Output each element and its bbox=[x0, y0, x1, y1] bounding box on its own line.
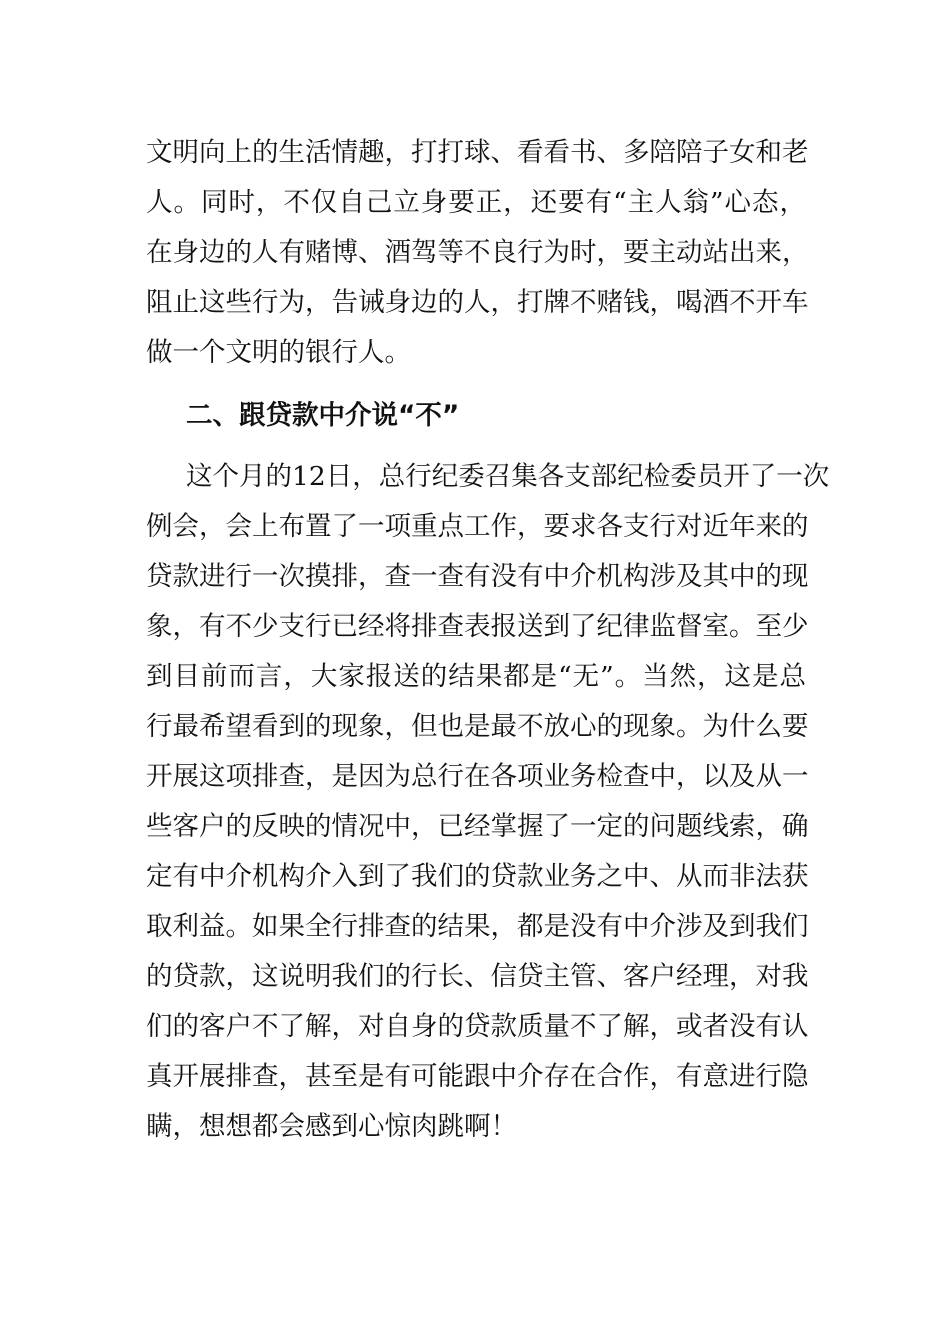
paragraph-line: 的贷款，这说明我们的行长、信贷主管、客户经理，对我 bbox=[146, 961, 809, 992]
section-heading: 二、跟贷款中介说“不” bbox=[186, 400, 460, 431]
paragraph-line: 象，有不少支行已经将排查表报送到了纪律监督室。至少 bbox=[146, 611, 809, 642]
paragraph-line: 开展这项排查，是因为总行在各项业务检查中，以及从一 bbox=[146, 761, 809, 792]
paragraph-line: 做一个文明的银行人。 bbox=[146, 337, 411, 368]
paragraph-line: 定有中介机构介入到了我们的贷款业务之中、从而非法获 bbox=[146, 861, 809, 892]
paragraph-line: 些客户的反映的情况中，已经掌握了一定的问题线索，确 bbox=[146, 811, 809, 842]
paragraph-line: 文明向上的生活情趣，打打球、看看书、多陪陪子女和老 bbox=[146, 137, 809, 168]
paragraph-line: 贷款进行一次摸排，查一查有没有中介机构涉及其中的现 bbox=[146, 561, 809, 592]
paragraph-line: 取利益。如果全行排查的结果，都是没有中介涉及到我们 bbox=[146, 911, 809, 942]
paragraph-line: 在身边的人有赌博、酒驾等不良行为时，要主动站出来， bbox=[146, 237, 809, 268]
paragraph-line: 人。同时，不仅自己立身要正，还要有“主人翁”心态， bbox=[146, 187, 806, 218]
paragraph-line: 们的客户不了解，对自身的贷款质量不了解，或者没有认 bbox=[146, 1011, 809, 1042]
paragraph-line: 阻止这些行为，告诫身边的人，打牌不赌钱，喝酒不开车 bbox=[146, 287, 809, 318]
paragraph-line: 到目前而言，大家报送的结果都是“无”。当然，这是总 bbox=[146, 661, 806, 692]
paragraph-line: 行最希望看到的现象，但也是最不放心的现象。为什么要 bbox=[146, 711, 809, 742]
paragraph-line: 瞒，想想都会感到心惊肉跳啊！ bbox=[146, 1111, 517, 1142]
paragraph-line: 这个月的12日，总行纪委召集各支部纪检委员开了一次 bbox=[186, 461, 830, 492]
paragraph-line: 例会，会上布置了一项重点工作，要求各支行对近年来的 bbox=[146, 511, 809, 542]
paragraph-line: 真开展排查，甚至是有可能跟中介存在合作，有意进行隐 bbox=[146, 1061, 809, 1092]
